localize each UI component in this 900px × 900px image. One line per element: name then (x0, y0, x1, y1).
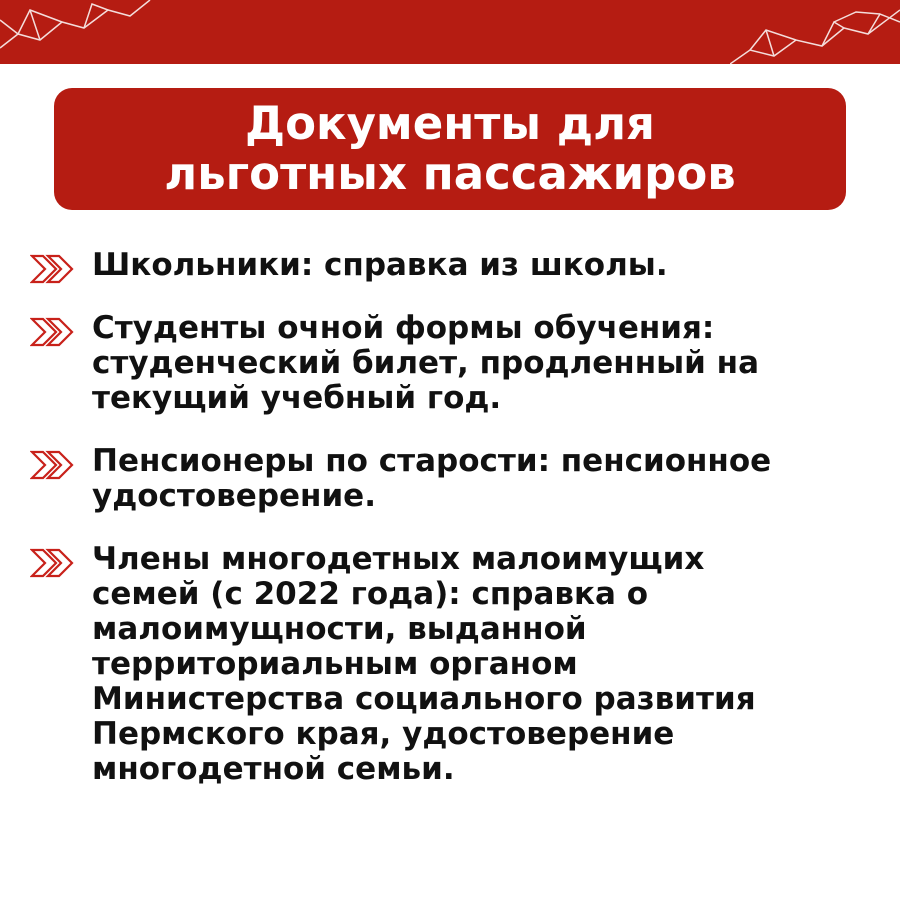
title-line-2: льготных пассажиров (164, 147, 736, 200)
list-item (30, 311, 880, 416)
title-line-1: Документы для (245, 97, 655, 150)
double-chevron-right-icon (30, 254, 76, 284)
list-item (30, 444, 880, 514)
list-item-text: Школьники: справка из школы. (92, 247, 668, 283)
list-item-text: Студенты очной формы обучения: студенческий билет, продленный на текущий учебный год. (92, 310, 760, 416)
title-banner (54, 88, 846, 210)
geometric-decoration-right (730, 0, 900, 64)
list-item (30, 542, 880, 787)
top-banner (0, 0, 900, 64)
document-list (30, 248, 880, 815)
list-item-text: Пенсионеры по старости: пенсионное удостоверение. (92, 443, 772, 514)
double-chevron-right-icon (30, 317, 76, 347)
geometric-decoration-left (0, 0, 160, 64)
list-item (30, 248, 880, 283)
double-chevron-right-icon (30, 548, 76, 578)
double-chevron-right-icon (30, 450, 76, 480)
list-item-text: Члены многодетных малоимущих семей (с 2022 года): справка о малоимущности, выданной территориальным органом Министерства социального развития Пермского края, удостоверение многодетной семьи. (92, 541, 756, 787)
